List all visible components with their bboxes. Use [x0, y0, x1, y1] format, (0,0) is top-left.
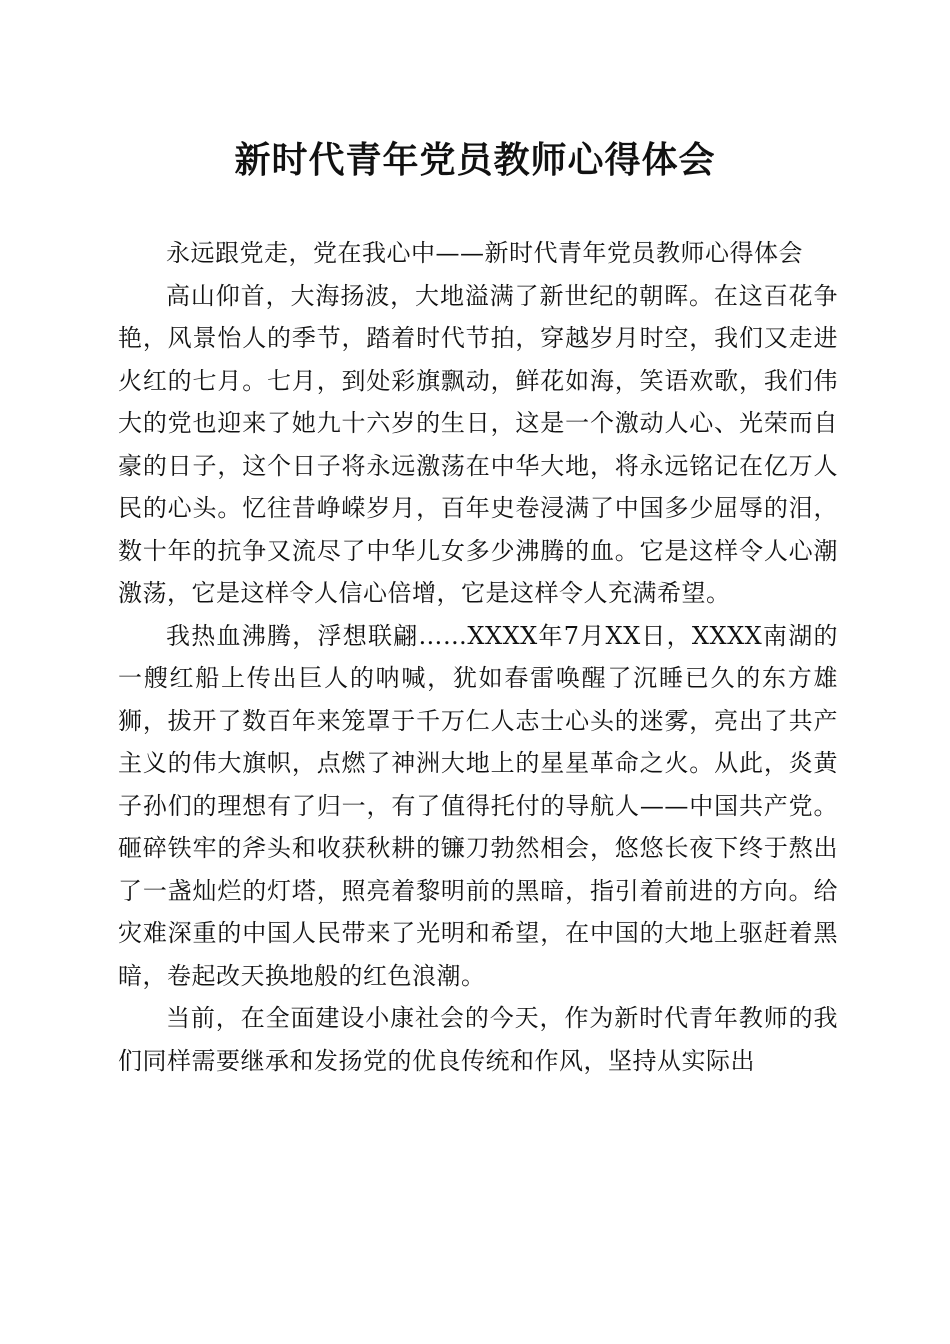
document-title: 新时代青年党员教师心得体会 [234, 139, 716, 181]
paragraph: 当前，在全面建设小康社会的今天，作为新时代青年教师的我们同样需要继承和发扬党的优良传统和作风，坚持从实际出 [118, 1004, 838, 1075]
document-body [118, 232, 838, 1082]
paragraph: 我热血沸腾，浮想联翩……XXXX年7月XX日，XXXX南湖的一艘红船上传出巨人的呐喊，犹如春雷唤醒了沉睡已久的东方雄狮，拔开了数百年来笼罩于千万仁人志士心头的迷雾，亮出了共产主义的伟大旗帜，点燃了神洲大地上的星星革命之火。从此，炎黄子孙们的理想有了归一，有了值得托付的导航人——中国共产党。砸碎铁牢的斧头和收获秋耕的镰刀勃然相会，悠悠长夜下终于熬出了一盏灿烂的灯塔，照亮着黎明前的黑暗，指引着前进的方向。给灾难深重的中国人民带来了光明和希望，在中国的大地上驱赶着黑暗，卷起改天换地般的红色浪潮。 [118, 621, 838, 990]
paragraph: 高山仰首，大海扬波，大地溢满了新世纪的朝晖。在这百花争艳，风景怡人的季节，踏着时代节拍，穿越岁月时空，我们又走进火红的七月。七月，到处彩旗飘动，鲜花如海，笑语欢歌，我们伟大的党也迎来了她九十六岁的生日，这是一个激动人心、光荣而自豪的日子，这个日子将永远激荡在中华大地，将永远铭记在亿万人民的心头。忆往昔峥嵘岁月，百年史卷浸满了中国多少屈辱的泪，数十年的抗争又流尽了中华儿女多少沸腾的血。它是这样令人心潮激荡，它是这样令人信心倍增，它是这样令人充满希望。 [118, 281, 838, 607]
paragraph-subtitle: 永远跟党走，党在我心中——新时代青年党员教师心得体会 [166, 239, 803, 267]
